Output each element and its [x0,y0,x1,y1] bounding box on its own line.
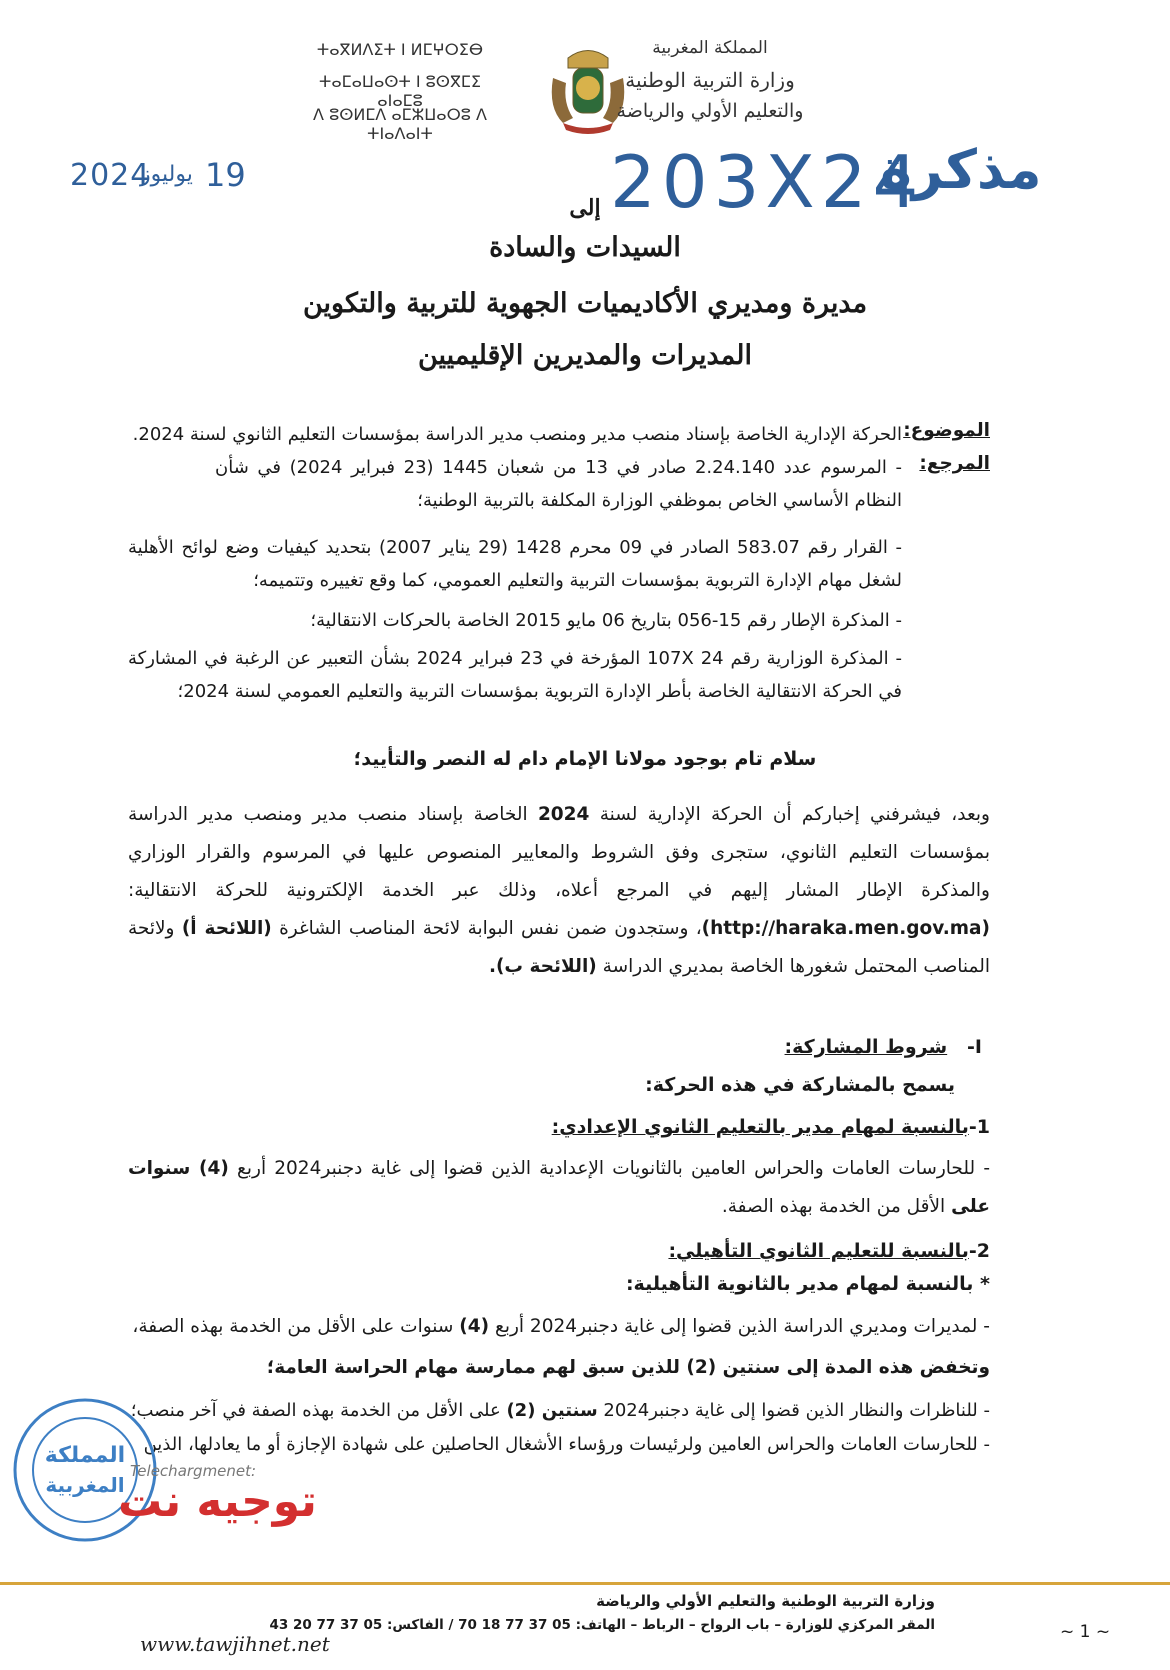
footer-ministry: وزارة التربية الوطنية والتعليم الأولي والرياضة [596,1592,935,1610]
date-day: 19 [205,156,246,194]
item-2-line-1: - لمديرات ومديري الدراسة الذين قضوا إلى غاية دجنبر2024 أربع (4) سنوات على الأقل من الخدمة بهذه الصفة، [132,1316,990,1337]
item-2-line-3: - للناظرات والنظار الذين قضوا إلى غاية دجنبر2024 سنتين (2) على الأقل من الخدمة بهذه الصفة في آخر منصب؛ [130,1400,990,1421]
subject-text: الحركة الإدارية الخاصة بإسناد منصب مدير ومنصب مدير الدراسة بمؤسسات التعليم الثانوي لسنة 2024. [132,424,902,445]
intro-paragraph: وبعد، فيشرفني إخباركم أن الحركة الإدارية لسنة 2024 الخاصة بإسناد منصب مدير ومنصب مدير الدراسة بمؤسسات التعليم الثانوي، ستجرى وفق الشروط والمعايير المنصوص عليها في المرسوم والقرار الوزاري والمذكرة الإطار المشار إليهم في المرجع أعلاه، وذلك عبر الخدمة الإلكترونية للحركة الانتقالية: (http://haraka.men.gov.ma)، وستجدون ضمن نفس البوابة لائحة المناصب الشاغرة (اللائحة أ) ولائحة المناصب المحتمل شغورها الخاصة بمديري الدراسة (اللائحة ب). [128,804,990,977]
intro-url[interactable]: (http://haraka.men.gov.ma) [701,918,990,939]
footer-divider [0,1582,1170,1585]
subject-label: الموضوع: [903,420,990,441]
reference-item-2: - القرار رقم 583.07 الصادر في 09 محرم 1428 (29 يناير 2007) بتحديد كيفيات وضع لوائح الأهلية لشغل مهام الإدارة التربوية بمؤسسات التربية والتعليم العمومي، كما وقع تغييره وتتميمه؛ [128,537,903,591]
stamp-line-2: المغربية [45,1473,125,1497]
header-tifinagh-1: ⵜⴰⴳⵍⴷⵉⵜ ⵏ ⵍⵎⵖⵔⵉⴱ [316,40,484,59]
memo-word: مذكرة [880,138,1042,201]
item-2-line-2: وتخفض هذه المدة إلى سنتين (2) للذين سبق لهم ممارسة مهام الحراسة العامة؛ [266,1357,990,1378]
header-kingdom: المملكة المغربية [652,38,768,58]
recipients-line-3: المديرات والمديرين الإقليميين [417,340,753,371]
date-month: يوليوز [140,162,193,187]
reference-item-3: - المذكرة الإطار رقم 15-056 بتاريخ 06 مايو 2015 الخاصة بالحركات الانتقالية؛ [310,610,902,631]
date-year: 2024 [70,158,151,193]
footer-address: المقر المركزي للوزارة – باب الرواح – الرباط – الهاتف: 05 37 77 18 70 / الفاكس: 05 37 77 20 43 [269,1617,935,1633]
header-tifinagh-3: ⴷ ⵓⵙⵍⵎⴷ ⴰⵎⵣⵡⴰⵔⵓ ⴷ ⵜⵏⴰⴷⴰⵏⵜ [313,105,487,143]
watermark-brand: توجيه نت [118,1476,317,1527]
watermark-credit: Telechargmenet: [130,1462,257,1480]
watermark-url[interactable]: www.tawjihnet.net [140,1632,330,1656]
item-1-heading: 1-بالنسبة لمهام مدير بالتعليم الثانوي الإعدادي: [551,1116,990,1138]
recipients-line-1: السيدات والسادة [489,232,681,263]
page-number: ~ 1 ~ [1060,1622,1111,1642]
reference-label: المرجع: [919,453,990,474]
item-2-line-4: - للحارسات العامات والحراس العامين ولرئيسات ورؤساء الأشغال الحاصلين على شهادة الإجازة أو ما يعادلها، الذين [143,1434,990,1455]
item-2-heading: 2-بالنسبة للتعليم الثانوي التأهيلي: [668,1240,990,1262]
stamp-line-1: المملكة [44,1443,126,1468]
header-tifinagh-2: ⵜⴰⵎⴰⵡⴰⵙⵜ ⵏ ⵓⵙⴳⵎⵉ ⴰⵏⴰⵎⵓ [319,72,481,110]
reference-item-4: - المذكرة الوزارية رقم 24 107X المؤرخة في 23 فبراير 2024 بشأن التعبير عن الرغبة في المشاركة في الحركة الانتقالية الخاصة بأطر الإدارة التربوية بمؤسسات التربية والتعليم العمومي لسنة 2024؛ [128,648,902,702]
recipients-line-2: مديرة ومديري الأكاديميات الجهوية للتربية والتكوين [302,288,868,319]
item-1-text: - للحارسات العامات والحراس العامين بالثانويات الإعدادية الذين قضوا إلى غاية دجنبر2024 أربع (4) سنوات على الأقل من الخدمة بهذه الصفة. [128,1158,990,1217]
allowed-text: يسمح بالمشاركة في هذه الحركة: [645,1074,955,1096]
item-2-sub: * بالنسبة لمهام مدير بالثانوية التأهيلية: [625,1273,990,1295]
header-ministry: وزارة التربية الوطنية [625,68,795,92]
greeting: سلام تام بوجود مولانا الإمام دام له النصر والتأييد؛ [353,748,817,770]
to-label: إلى [569,195,601,221]
memo-number: 203X24 [610,140,925,224]
section-1-heading: I- شروط المشاركة: [784,1036,982,1058]
header-ministry-2: والتعليم الأولي والرياضة [616,100,804,122]
reference-item-1: - المرسوم عدد 2.24.140 صادر في 13 من شعبان 1445 (23 فبراير 2024) في شأن النظام الأساسي الخاص بموظفي الوزارة المكلفة بالتربية الوطنية؛ [215,457,903,511]
